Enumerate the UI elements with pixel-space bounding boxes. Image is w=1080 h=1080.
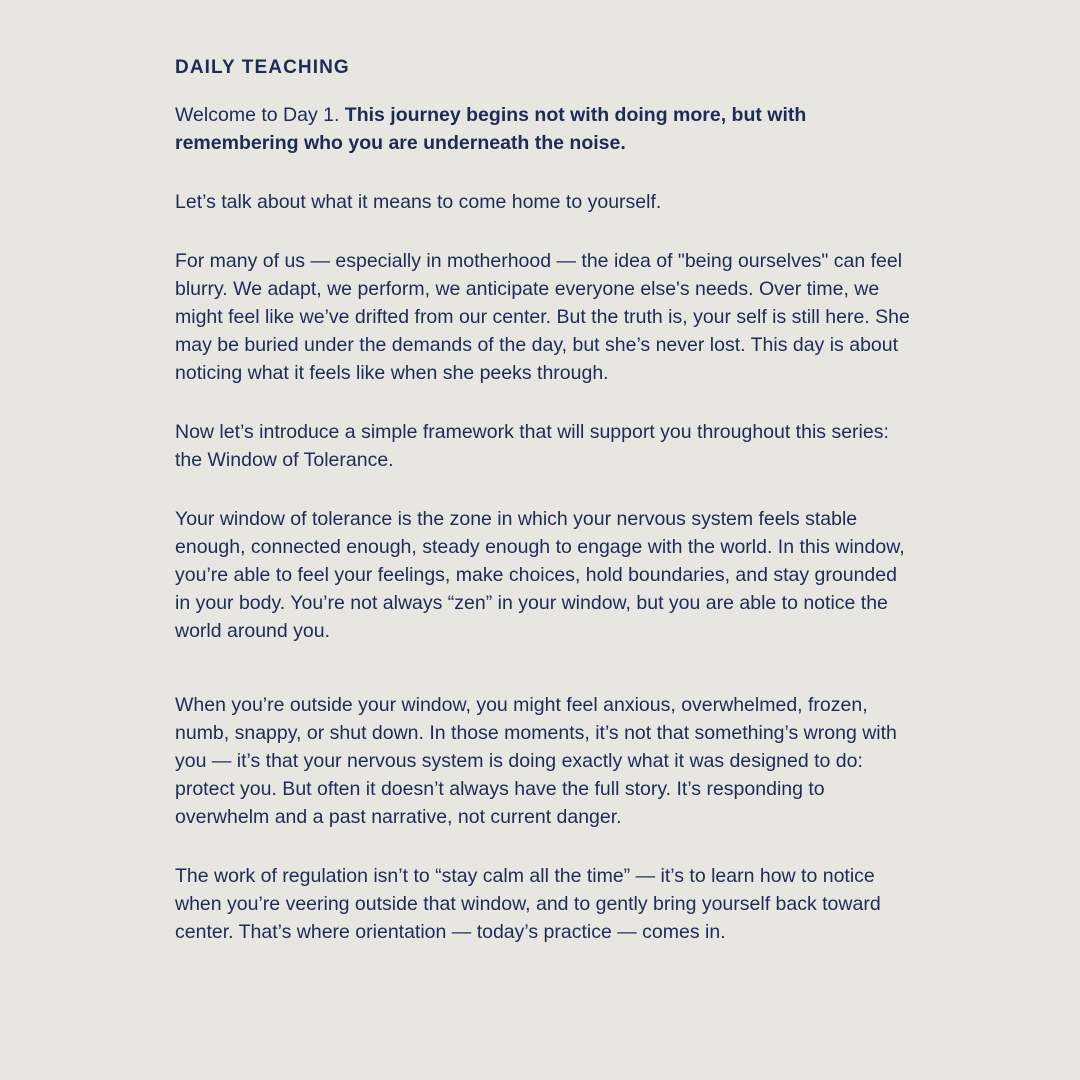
intro-paragraph — [175, 101, 910, 157]
paragraph-outside-window: When you’re outside your window, you might feel anxious, overwhelmed, frozen, numb, snappy, or shut down. In those moments, it’s not that something’s wrong with you — it’s that your nervous system is doing exactly what it was designed to do: protect you. But often it doesn’t always have the full story. It’s responding to overwhelm and a past narrative, not current danger. — [175, 693, 897, 828]
intro-lead: Welcome to Day 1. — [175, 103, 345, 126]
paragraph-come-home: Let’s talk about what it means to come home to yourself. — [175, 190, 662, 213]
paragraph-framework-intro: Now let’s introduce a simple framework that will support you throughout this series: the Window of Tolerance. — [175, 420, 889, 471]
intro-emphasis: This journey begins not with doing more, but with remembering who you are underneath the noise. — [175, 103, 807, 154]
paragraph-window-of-tolerance: Your window of tolerance is the zone in which your nervous system feels stable enough, connected enough, steady enough to engage with the world. In this window, you’re able to feel your feelings, make choices, hold boundaries, and stay grounded in your body. You’re not always “zen” in your window, but you are able to notice the world around you. — [175, 507, 905, 642]
paragraph-regulation: The work of regulation isn’t to “stay calm all the time” — it’s to learn how to notice when you’re veering outside that window, and to gently bring yourself back toward center. That’s where orientation — today’s practice — comes in. — [175, 864, 881, 943]
paragraph-motherhood: For many of us — especially in motherhood — the idea of "being ourselves" can feel blurry. We adapt, we perform, we anticipate everyone else's needs. Over time, we might feel like we’ve drifted from our center. But the truth is, your self is still here. She may be buried under the demands of the day, but she’s never lost. This day is about noticing what it feels like when she peeks through. — [175, 249, 910, 384]
section-heading: DAILY TEACHING — [175, 57, 350, 78]
